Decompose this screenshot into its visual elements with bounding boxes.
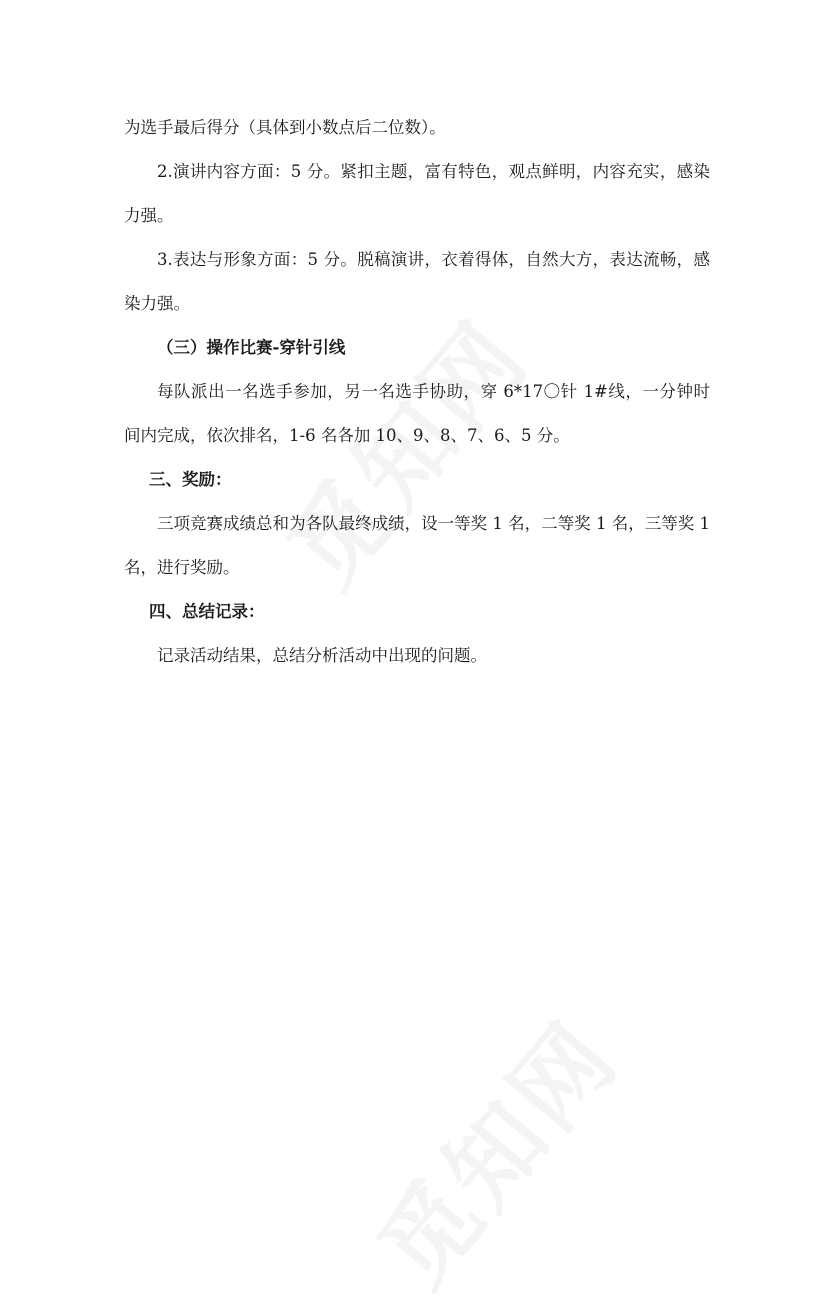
paragraph-score-final: 为选手最后得分（具体到小数点后二位数）。 — [124, 118, 446, 137]
paragraph-speech-content: 2.演讲内容方面：5 分。紧扣主题，富有特色，观点鲜明，内容充实，感染力强。 — [124, 162, 710, 225]
heading-awards: 三、奖励： — [149, 470, 232, 489]
paragraph-expression-image: 3.表达与形象方面：5 分。脱稿演讲，衣着得体，自然大方，表达流畅，感染力强。 — [124, 250, 710, 313]
heading-operation-contest: （三）操作比赛-穿针引线 — [157, 338, 346, 357]
paragraph-awards: 三项竞赛成绩总和为各队最终成绩，设一等奖 1 名，二等奖 1 名，三等奖 1 名，进行奖励。 — [124, 514, 710, 577]
watermark-logo — [342, 987, 644, 1309]
heading-summary: 四、总结记录： — [149, 602, 265, 621]
paragraph-threading-rules: 每队派出一名选手参加，另一名选手协助，穿 6*17〇针 1#线，一分钟时间内完成，依次排名，1-6 名各加 10、9、8、7、6、5 分。 — [124, 382, 710, 445]
document-body — [124, 106, 710, 678]
paragraph-summary: 记录活动结果，总结分析活动中出现的问题。 — [157, 646, 487, 665]
